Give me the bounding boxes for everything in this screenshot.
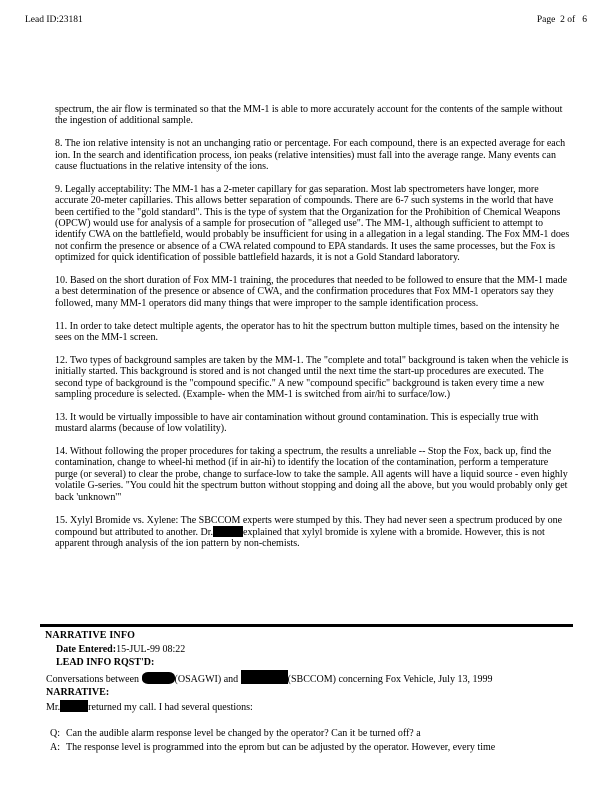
paragraph-15-text-post: explained that xylyl bromide is xylene with a bromide. However, this is not apparent through analysis of the ion pattern by non-chemists. — [55, 526, 545, 550]
date-entered-label: Date Entered: — [56, 643, 117, 655]
paragraph-15-text-pre: 15. Xylyl Bromide vs. Xylene: The SBCCOM experts were stumped by this. They had never seen a spectrum produced by one compound but attributed to another. Dr. — [55, 514, 563, 538]
page-header — [25, 15, 587, 25]
mr-text-post: returned my call. I had several questions: — [88, 701, 253, 713]
date-entered-line — [56, 643, 573, 657]
conversations-text-post: (SBCCOM) concerning Fox Vehicle, July 13, 1999 — [287, 673, 493, 685]
document-body — [55, 104, 571, 628]
answer-label: A: — [50, 741, 60, 753]
conversations-line — [46, 670, 573, 687]
page-number: Page 2 of 6 — [536, 15, 587, 25]
lead-id: Lead ID:23181 — [25, 15, 83, 25]
section-divider — [40, 624, 573, 627]
redaction-bar — [60, 700, 88, 712]
lead-info-rqstd-label: LEAD INFO RQST'D: — [56, 657, 155, 668]
paragraph-13: 13. It would be virtually impossible to have air contamination without ground contamination. This is especially true with mustard alarms (because of low volatility). — [55, 411, 539, 435]
mr-returned-call-line — [46, 700, 573, 715]
redaction-bar — [213, 526, 243, 537]
conversations-text-mid: (OSAGWI) and — [174, 673, 241, 685]
paragraph-9: 9. Legally acceptability: The MM-1 has a 2-meter capillary for gas separation. Most lab spectrometers have longer, more accurate 20-meter capillaries. This allows better separation of compounds. There are 6-7 such systems in the world that have been certified to the "gold standard". This is the type of system that the Organization for the Prohibition of Chemical Weapons (OPCW) would use for analysis of a sample for prosecution of "alleged use". The MM-1, although sufficient to attempt to identify CWA on the battlefield, would probably be insufficient for using in a allegation in a legal standing. The Fox MM-1 does not confirm the presence or absence of a CWA related compound to EPA standards. It uses the same processes, but the Fox is optimized for quick identification of possible battlefield hazards, it is not a Gold Standard laboratory. — [55, 183, 570, 264]
answer-text: The response level is programmed into the eprom but can be adjusted by the operator. However, every time — [66, 741, 496, 753]
question-text: Can the audible alarm response level be changed by the operator? Can it be turned off? a — [66, 728, 421, 739]
question-line — [50, 727, 573, 741]
qa-block — [50, 727, 573, 754]
redaction-bar — [241, 670, 288, 684]
narrative-info-heading: NARRATIVE INFO — [45, 630, 136, 641]
date-entered-value: 15-JUL-99 08:22 — [116, 643, 186, 655]
paragraph-continuation: spectrum, the air flow is terminated so that the MM-1 is able to more accurately account for the contents of the sample without the ingestion of additional sample. — [55, 104, 563, 127]
conversations-text-pre: Conversations between — [46, 673, 142, 685]
paragraph-15 — [55, 515, 571, 550]
mr-text-pre: Mr. — [46, 701, 61, 713]
answer-line — [50, 741, 573, 755]
narrative-section — [40, 624, 573, 754]
paragraph-8: 8. The ion relative intensity is not an unchanging ratio or percentage. For each compound, there is an expected average for each ion. In the search and identification process, ion peaks (relative intensities) must fall into the average range. Many events can cause fluctuations in the relative intensity of the ions. — [55, 138, 566, 173]
question-label: Q: — [50, 728, 60, 739]
paragraph-10: 10. Based on the short duration of Fox MM-1 training, the procedures that needed to be followed to ensure that the MM-1 made a best determination of the presence or absence of CWA, and the confirmation procedures that Fox MM-1 operators say they followed, many MM-1 operators did many things that were improper to the sample identification process. — [55, 275, 568, 309]
paragraph-14: 14. Without following the proper procedures for taking a spectrum, the results a unreliable -- Stop the Fox, back up, find the contamination, change to wheel-hi method (if in air-hi) to identify the location of the contamination, perform a temperature purge (or several) to clear the probe, change to surface-low to take the sample. All agents will have a liquid source - even highly volatile G-series. "You could hit the spectrum button without stopping and doing all the above, but you would probably only get back 'unknown'" — [55, 446, 568, 503]
redaction-bar — [142, 672, 175, 684]
paragraph-12: 12. Two types of background samples are taken by the MM-1. The "complete and total" background is taken when the vehicle is initially started. This background is stored and is not changed until the next time the start-up procedures are executed. The second type of background is the "compound specific." A new "compound specific" background is taken every time a new sampling procedure is selected. (Example- when the MM-1 is switched from air/hi to surface/low.) — [55, 354, 569, 401]
paragraph-11: 11. In order to take detect multiple agents, the operator has to hit the spectrum button multiple times, based on the intensity he sees on the MM-1 screen. — [55, 320, 560, 344]
narrative-label: NARRATIVE: — [46, 687, 110, 698]
